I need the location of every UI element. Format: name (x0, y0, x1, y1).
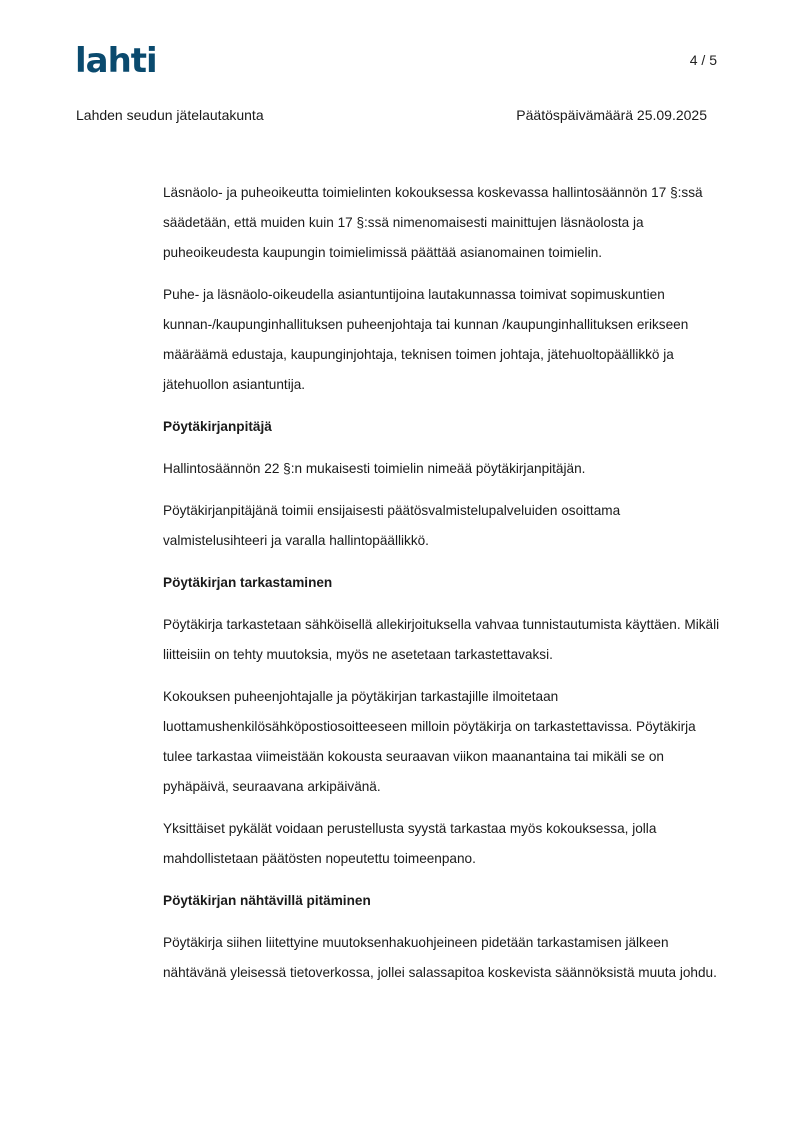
organization-name: Lahden seudun jätelautakunta (76, 107, 264, 123)
paragraph-minutes-keeper-role: Pöytäkirjanpitäjänä toimii ensijaisesti päätösvalmistelupalveluiden osoittama valmistelusihteeri ja varalla hallintopäällikkö. (163, 503, 621, 548)
paragraph-experts: Puhe- ja läsnäolo-oikeudella asiantuntijoina lautakunnassa toimivat sopimuskuntien kunnan-/kaupunginhallituksen puheenjohtaja tai kunnan /kaupunginhallituksen erikseen määräämä edustaja, kaupunginjohtaja, teknisen toimen johtaja, jätehuoltopäällikkö ja jätehuollon asiantuntija. (163, 287, 689, 392)
paragraph-electronic-signature: Pöytäkirja tarkastetaan sähköisellä allekirjoituksella vahvaa tunnistautumista käyttäen. Mikäli liitteisiin on tehty muutoksia, myös ne asetetaan tarkastettavaksi. (163, 617, 720, 662)
paragraph-section-review: Yksittäiset pykälät voidaan perustellusta syystä tarkastaa myös kokouksessa, jolla mahdollistetaan päätösten nopeutettu toimeenpano. (163, 821, 657, 866)
heading-minutes-keeper: Pöytäkirjanpitäjä (163, 419, 272, 434)
lahti-logo: lahti (75, 41, 157, 81)
paragraph-review-notification: Kokouksen puheenjohtajalle ja pöytäkirjan tarkastajille ilmoitetaan luottamushenkilösähköpostiosoitteeseen milloin pöytäkirja on tarkastettavissa. Pöytäkirja tulee tarkastaa viimeistään kokousta seuraavan viikon maanantaina tai mikäli se on pyhäpäivä, seuraavana arkipäivänä. (163, 689, 696, 794)
decision-date: Päätöspäivämäärä 25.09.2025 (516, 107, 707, 123)
page-number: 4 / 5 (689, 52, 717, 68)
document-body (163, 178, 723, 1000)
heading-minutes-review: Pöytäkirjan tarkastaminen (163, 575, 333, 590)
heading-minutes-display: Pöytäkirjan nähtävillä pitäminen (163, 893, 371, 908)
paragraph-minutes-keeper-rule: Hallintosäännön 22 §:n mukaisesti toimielin nimeää pöytäkirjanpitäjän. (163, 461, 586, 476)
paragraph-public-display: Pöytäkirja siihen liitettyine muutoksenhakuohjeineen pidetään tarkastamisen jälkeen nähtävänä yleisessä tietoverkossa, jollei salassapitoa koskevista säännöksistä muuta johdu. (163, 935, 717, 980)
paragraph-attendance-rights: Läsnäolo- ja puheoikeutta toimielinten kokouksessa koskevassa hallintosäännön 17 §:ssä säädetään, että muiden kuin 17 §:ssä nimenomaisesti mainittujen läsnäolosta ja puheoikeudesta kaupungin toimielimissä päättää asianomainen toimielin. (163, 185, 703, 260)
